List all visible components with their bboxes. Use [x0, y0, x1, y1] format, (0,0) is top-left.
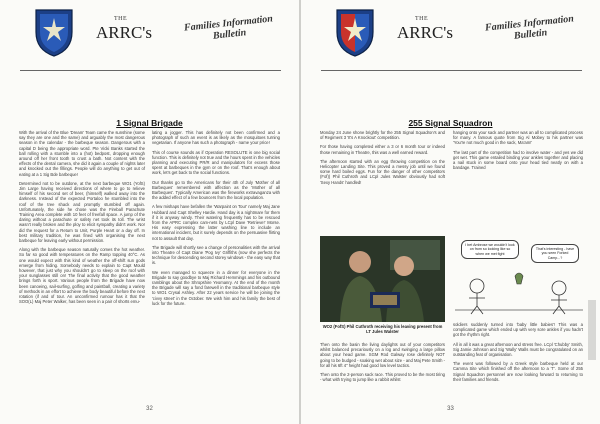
banner-the: THE: [114, 16, 128, 22]
banner-subtitle: Families Information Bulletin: [183, 13, 274, 42]
squadron-crest-logo: [333, 6, 377, 58]
paragraph: The Brigade will shortly see a change of personalities with the arrival into Theatre of Capt Diane 'Pog Ivy' Griffiths (now she perfects the technique for descending second storey windows - the easy way that is.: [152, 244, 280, 266]
cartoon-illustration: [455, 236, 583, 316]
paragraph: A few mishaps have befallen the 'Warpaint on Tour' namely Maj Jane Hubbard and Capt Shelley Hardie. Hand day is a nightmare for them if it is anyway windy. Their watering frequently has to be rescued from the APRC complex cam-nets by LCpl Dave 'Retrieve!' Morse. His easy expressing the latter washing line to include an international incident, but it surely depends on the persuasive flirting not to assault that day.: [152, 204, 280, 241]
arrc-crest-logo: [32, 6, 76, 58]
photo-illustration: [320, 236, 445, 322]
text-column-1-continued: [320, 342, 445, 386]
page-number: 32: [146, 406, 153, 412]
text-column-1: [19, 130, 145, 309]
text-column-2: [453, 130, 583, 174]
photo-caption: WO2 (FofS) Phil Cuthroth receiving his leaving present from LT Jules Walster: [322, 324, 443, 334]
banner-subtitle: Families Information Bulletin: [484, 13, 575, 42]
paragraph: We even managed to squeeze in a dinner for everyone in the Brigade to say goodbye to Maj Richard Hemmings and his outbound ramblings about the Shropshire Yeomanry. At the end of the month the Brigade will say a fond farewell in the traditional barbeque style to WO1 Crysal Ashley. After 22 years service he will be joining the 'civvy street' in the October. We wish him and his family the best of luck for the future.: [152, 269, 280, 306]
speech-bubble-right: That's interesting - have you seen Forked Camp...?: [531, 244, 579, 263]
paragraph: The event was followed by a Greek style barbeque held at our Camma Site which finished off the afternoon to a 'T'. Some of 255 Signal Squadron personnel are now looking forward to returning to their families and friends.: [453, 361, 583, 382]
speech-bubble-left: I bet Ambrose we wouldn't look on from so looking like so when we met fight: [461, 240, 519, 259]
header-divider: [321, 70, 582, 71]
paragraph: This of course sounds as if Operation RESOLUTE is one big social function. This is definitely not true and the hours spent in the vehicles planning and executing PR/R and manipulators for excess those spent at barbeques in the gym or on the roof. That's enough about work, let's get back to the social functions.: [152, 149, 280, 176]
paragraph: All in all it was a great afternoon and stress free. LCpl 'Chubby' Smith, Sig Jamie Johnson and Sig 'Wally' Walls must be congratulated on an outstanding feat of organisation.: [453, 341, 583, 358]
banner-title: ARRC's: [96, 23, 152, 42]
paragraph: Determined not to be outdone, at the next barbeque WO1 (YofS) Jim Large having received directions of where to go to relieve himself of his second set of beer, (himself) walked away into the darkness. Instead of the expected Portaloo he stumbled into the roof of the tree shack and promptly stumbled off again. Unfortunately, the side he chose was the Fireball Parachute Training Area complete with 10 feet of freefall space. A jump of the daring without a parachute or safety net took its toll. The wrist wasn't really broken and the ploy to elicit sympathy didn't work. Nor did the request for a Return to Unit, Purple Heart or a day off. In best military tradition, he was fined with organising the next barbeque for leaving early without permission.: [19, 180, 145, 244]
paragraph: Then onto the basin the living daylights out of your competitors whilst balanced precariously on a log and swinging a large pillow about your head game. SGM Rod Galway rose definitely NOT going to be budged - soaking wet about size - and Maj Pete Smith - for all his 6ft 4" height had good low level tactics.: [320, 342, 445, 368]
paragraph: Along with the barbeque season naturally comes the hot weather. So far so good with temperatures on the Ramp topping 40°C. As one would expect with this kind of weather the off-shift sun gods emerge from hiding. Somebody needs to explain to Capt Mould however, that just why you shouldn't go to sleep on the roof with your sunglasses still on! The final activity that the good weather brings forth is sport. Various people from the Brigade have now been canoeing, sail-surfing, golfing and paintball, creating a variety of methods in an effort to achieve the body beautiful before the next rotation (if and of tour. An unconfirmed rumour has it that the SOO(L) Maj Peter Walker, has been seen in a pair of shorts emu-: [19, 247, 145, 305]
page-edge-tab: [588, 300, 596, 360]
section-heading: 255 Signal Squadron: [408, 118, 493, 128]
paragraph: lating a jogger. This has definitely not been confirmed and a photograph of such an event is as likely as the mosquitoes turning vegetarian. If anyone has such a photograph - name your price!: [152, 130, 280, 146]
page-left: [0, 0, 299, 424]
banner-the: THE: [415, 16, 429, 22]
header-banner-right: [317, 6, 587, 64]
page-number: 33: [447, 406, 454, 412]
text-column-2: [152, 130, 280, 310]
page-right: [301, 0, 600, 424]
paragraph: For those having completed either a 3 or 6 month tour or indeed those remaining in Theatre, this was a well earned reward.: [320, 144, 445, 155]
paragraph: With the arrival of the Blue 'Dream' Team came the sunshine (some say they are one and the same) and arguably the most dangerous season in the calendar - the barbeque season. Dangerous with a capital D being the appropriate word. Pte Vicki Banks started the ball rolling with a stumble into a (hot) bedpost, dropping enough around off her front tooth to crust a bath. Not content with the effects of the dental camera, she did it again a couple of nights later and knocked out the fillings. People will do anything to get out of eating at a 1 Sig Bde barbeque!: [19, 130, 145, 177]
paragraph: Then onto the 2-person sack race. This proved to be the most tiring - what with trying to jump like a rabbit whilst: [320, 372, 445, 383]
banner-title: ARRC's: [397, 23, 453, 42]
paragraph: soldiers suddenly turned into 'baby little babies'! This was a complicated game which ended up with very sore ankles if you hadn't got the rhythm right.: [453, 322, 583, 338]
text-column-2-continued: [453, 322, 583, 386]
section-heading: 1 Signal Brigade: [116, 118, 183, 128]
leaving-present-photo: [320, 236, 445, 322]
header-banner-left: [16, 6, 286, 64]
paragraph: The last part of the competition had to involve water - and yes we did get wet. This game entailed binding your ankles together and placing a nail stuck in some board onto your head tied neatly on with a bandage. Trained: [453, 149, 583, 171]
paragraph: Monday 24 June shone brightly for the 255 Signal Squadron's and of Regiment 3 'It's A Knockout' competition.: [320, 130, 445, 141]
paragraph: The afternoon started with an egg throwing competition on the Helicopter Landing Site. This proved a messy job until we found some hard boiled eggs. Fun for the danger of other competitors (Fof)) Phil Cuthroth and LCpl Jules Walster obviously had soft 'Sexy Hands' handled!: [320, 158, 445, 185]
header-divider: [20, 70, 281, 71]
paragraph: Our thanks go to the Americans for their 4th of July 'Mother of all Barbeques' remembered with affection as the 'Mother of all Barbeques'. Typically American was the fireworks extravaganza with the added effect of a few bouncers from the local population.: [152, 179, 280, 201]
text-column-1: [320, 130, 445, 189]
paragraph: hanging onto your sack and partner was an all to complicated process for many. A famous quote from Sig Al Mobey to his partner was 'You're not much good in the sack, Ma'am!': [453, 130, 583, 146]
